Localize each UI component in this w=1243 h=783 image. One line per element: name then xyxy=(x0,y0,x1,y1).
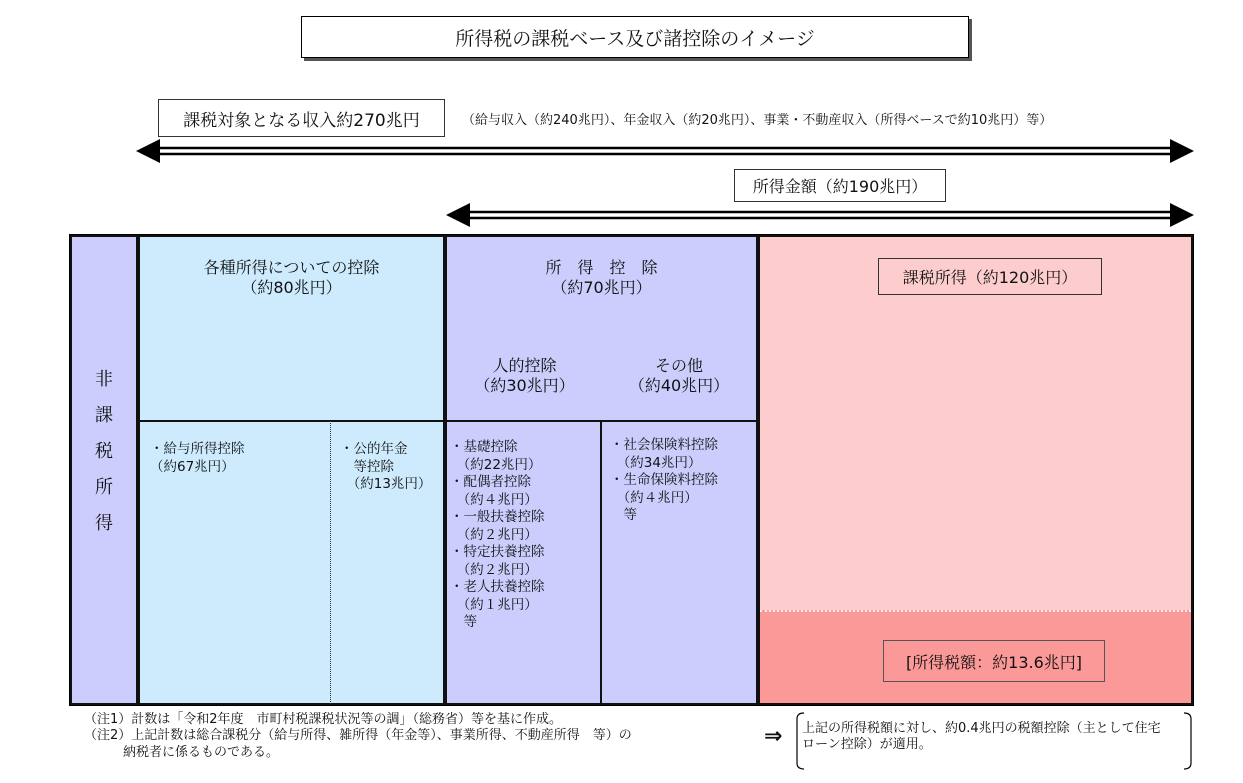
non-taxable-char: 課 xyxy=(95,405,113,426)
income-deductions-title: 各種所得についての控除 xyxy=(203,258,380,277)
personal-subheading xyxy=(447,356,602,396)
income-total-arrow xyxy=(136,138,1196,164)
other-deduction-list: ・社会保険料控除 （約34兆円） ・生命保険料控除 （約４兆円） 等 xyxy=(610,437,718,524)
income-deductions-heading xyxy=(140,258,443,298)
other-amount: （約40兆円） xyxy=(628,376,730,395)
income-amount-label: 所得金額（約190兆円） xyxy=(752,177,928,196)
notes xyxy=(84,712,744,761)
right-bracket-icon xyxy=(1182,711,1196,771)
personal-deductions-heading xyxy=(447,258,756,298)
non-taxable-char: 所 xyxy=(95,477,113,498)
salary-deduction-item: ・給与所得控除 （約67兆円） xyxy=(150,441,245,475)
note-2: （注2）上記計数は総合課税分（給与所得、雑所得（年金等）、事業所得、不動産所得 等）の 納税者に係るものである。 xyxy=(84,728,632,760)
income-total-detail: （給与収入（約240兆円）、年金収入（約20兆円）、事業・不動産収入（所得ベースで約10兆円）等） xyxy=(462,113,1053,128)
personal-amount: （約30兆円） xyxy=(474,376,575,395)
non-taxable-label xyxy=(72,362,136,542)
income-amount-box xyxy=(734,169,946,202)
non-taxable-char: 非 xyxy=(95,369,113,390)
other-title: その他 xyxy=(654,356,703,375)
tax-amount-label: [所得税額：約13.6兆円] xyxy=(905,652,1083,672)
tax-amount-box xyxy=(883,640,1105,682)
income-deductions-amount: （約80兆円） xyxy=(241,278,342,297)
income-total-label: 課税対象となる収入約270兆円 xyxy=(183,110,420,131)
income-deductions-divider xyxy=(140,420,443,422)
double-right-arrow-icon: ⇒ xyxy=(764,724,783,749)
non-taxable-column xyxy=(70,235,138,705)
non-taxable-char: 得 xyxy=(95,513,113,534)
income-amount-arrow xyxy=(446,202,1196,228)
note-1: （注1）計数は「令和2年度 市町村税課税状況等の調」（総務省）等を基に作成。 xyxy=(84,712,563,727)
page-title xyxy=(301,16,969,58)
personal-deduction-list: ・基礎控除 （約22兆円） ・配偶者控除 （約４兆円） ・一般扶養控除 （約２兆円） ・特定扶養控除 （約２兆円） ・老人扶養控除 （約１兆円） 等 xyxy=(450,439,545,631)
income-total-box xyxy=(158,99,445,137)
personal-deductions-split xyxy=(600,421,602,704)
page-title-text: 所得税の課税ベース及び諸控除のイメージ xyxy=(455,27,815,50)
personal-title: 人的控除 xyxy=(492,356,557,375)
tax-credit-text: 上記の所得税額に対し、約0.4兆円の税額控除（主として住宅 ローン控除）が適用。 xyxy=(802,721,1161,753)
non-taxable-char: 税 xyxy=(95,441,113,462)
personal-deductions-amount: （約70兆円） xyxy=(551,278,652,297)
taxable-income-box xyxy=(878,258,1102,295)
personal-deductions-title: 所 得 控 除 xyxy=(545,258,658,277)
income-deductions-split xyxy=(330,421,331,704)
other-subheading xyxy=(602,356,756,396)
pension-deduction-item: ・公的年金 等控除 （約13兆円） xyxy=(340,441,432,493)
taxable-income-label: 課税所得（約120兆円） xyxy=(902,268,1078,287)
